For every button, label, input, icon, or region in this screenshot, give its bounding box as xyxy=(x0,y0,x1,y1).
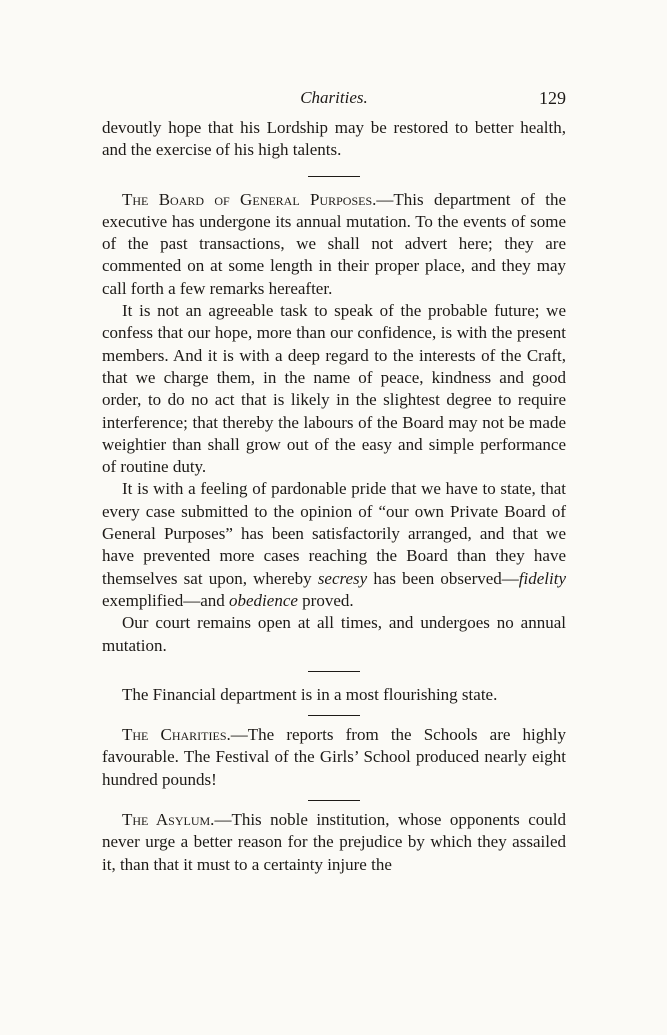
paragraph-text: —The reports from the Schools are highly favourable. The Festival of the Girls’ School produced nearly eight hundred pounds! xyxy=(102,725,566,789)
paragraph-probable-future: It is not an agreeable task to speak of the probable future; we confess that our hope, more than our confidence, is with the present members. And it is with a deep regard to the interests of the Craft, that we charge them, in the name of peace, kindness and good order, to do no act that is likely in the slightest degree to require interference; that thereby the labours of the Board may not be made weightier than shall grow out of the easy and simple performance of routine duty. xyxy=(102,301,566,477)
paragraph-text: proved. xyxy=(297,590,354,610)
paragraph-text: —This department of the executive has undergone its annual mutation. To the events of some of the past transactions, we shall not advert here; they are commented on at some length in their proper place, and they may call forth a few remarks hereafter. xyxy=(102,189,567,298)
italic-word-secresy: secresy xyxy=(317,568,368,588)
paragraph-text: has been observed— xyxy=(367,568,519,588)
paragraph-asylum xyxy=(102,809,566,876)
section-divider xyxy=(308,176,360,177)
paragraph-charities xyxy=(102,724,566,791)
paragraph-financial: The Financial department is in a most flourishing state. xyxy=(122,684,498,704)
section-divider xyxy=(308,715,360,716)
paragraph-text: —This noble institution, whose opponents could never urge a better reason for the prejudice by which they assailed it, than that it must to a certainty injure the xyxy=(102,810,566,874)
section-heading: The Asylum. xyxy=(122,810,215,830)
page-body xyxy=(102,117,566,876)
italic-word-obedience: obedience xyxy=(229,590,298,610)
section-divider xyxy=(308,800,360,801)
paragraph-text: It is with a feeling of pardonable pride that we have to state, that every case submitted to the opinion of “our own Private Board of General Purposes” has been satisfactorily arranged, and that we have prevented more cases reaching the Board than they have themselves sat upon, whereby xyxy=(102,479,566,588)
paragraph-text: exemplified—and xyxy=(102,590,229,610)
italic-word-fidelity: fidelity xyxy=(518,568,567,588)
paragraph-board-of-general-purposes xyxy=(102,189,566,300)
page-number: 129 xyxy=(539,88,566,108)
section-divider xyxy=(308,671,360,672)
page-header xyxy=(102,88,566,112)
section-heading: The Charities. xyxy=(122,725,231,745)
paragraph-continuation: devoutly hope that his Lordship may be restored to better health, and the exercise of his high talents. xyxy=(102,118,566,160)
section-heading: The Board of General Purposes. xyxy=(122,189,377,209)
paragraph-court-open: Our court remains open at all times, and undergoes no annual mutation. xyxy=(102,613,566,655)
running-head: Charities. xyxy=(300,88,368,107)
paragraph-pardonable-pride xyxy=(102,478,566,612)
